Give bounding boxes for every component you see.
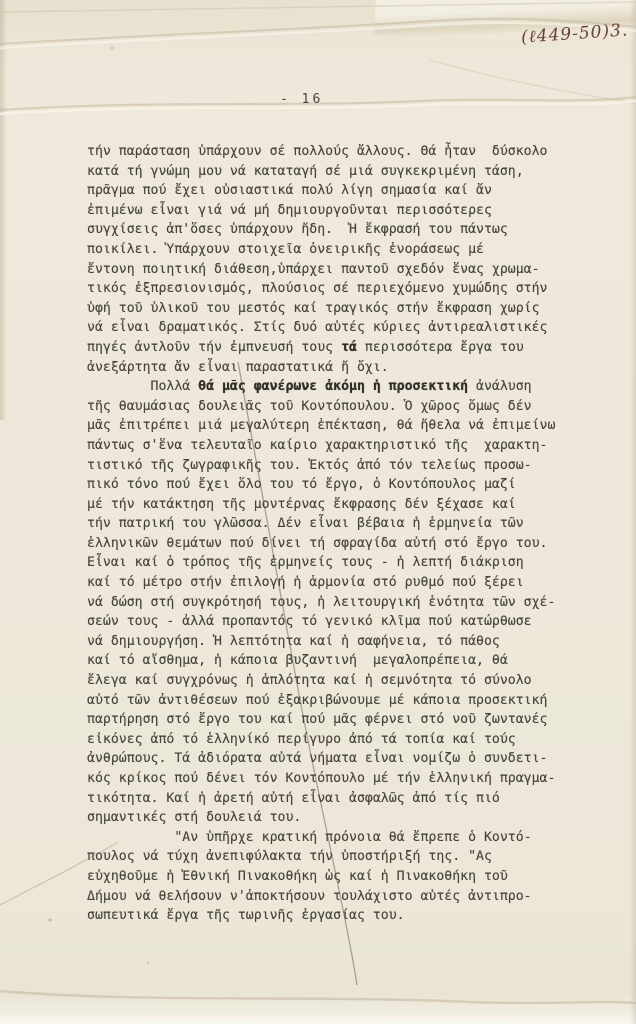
text-line: τήν παράσταση ὑπάρχουν σέ πολλούς ἄλλους. Θά ἦταν δύσκολο [87, 144, 548, 159]
text-line: σημαντικές στή δουλειά του. [87, 810, 302, 826]
text-line: καί τό αἴσθημα, ἡ κάποια βυζαντινή μεγαλοπρέπεια, θά [87, 653, 508, 669]
crease-diagonal-top-right [430, 60, 636, 103]
text-line: σεών τους - ἀλλά προπαντός τό γενικό κλῖμα πού κατώρθωσε [87, 614, 532, 630]
text-line: πηγές ἀντλοῦν τήν ἐμπνευσή τους τά περισσότερα ἔργα του [87, 339, 524, 355]
text-line: πάντως σ'ἕνα τελευταῖο καίριο χαρακτηριστικό τῆς χαρακτη- [87, 437, 548, 453]
text-line: αὐτό τῶν ἀντιθέσεων πού ἐξακριβώνουμε μέ κάποια προσεκτική [87, 692, 548, 708]
text-line: νά δώση στή συγκρότησή τους, ἡ λειτουργική ἑνότητα τῶν σχέ- [87, 594, 556, 610]
text-line: ποικίλει. Ὑπάρχουν στοιχεῖα ὀνειρικῆς ἐνοράσεως μέ [87, 241, 484, 257]
paper-speck [110, 46, 113, 49]
text-line: πουλος νά τύχη ἀνεπιφύλακτα τήν ὑποστήριξή της. "Ας [87, 849, 492, 865]
text-line: τῆς θαυμάσιας δουλειᾶς τοῦ Κοντόπουλου. Ὁ χῶρος ὅμως δέν [87, 398, 532, 414]
handwritten-annotation: (ℓ449-50)3. [520, 20, 629, 48]
text-line: τικός ἐξπρεσιονισμός, πλούσιος σέ περιεχόμενο χυμώδης στήν [87, 281, 548, 297]
text-line: νά δημιουργήση. Ἡ λεπτότητα καί ἡ σαφήνεια, τό πάθος [87, 633, 500, 649]
text-line: σωπευτικά ἔργα τῆς τωρινῆς ἐργασίας του. [87, 908, 405, 924]
text-line: Εἶναι καί ὁ τρόπος τῆς ἑρμηνείς τους - ἡ λεπτή διάκριση [87, 555, 524, 571]
typewritten-text-block [87, 142, 579, 926]
text-line: ὑφή τοῦ ὑλικοῦ του μεστός καί τραγικός στήν ἔκφραση χωρίς [87, 300, 540, 316]
text-line: τιστικό τῆς ζωγραφικῆς του. Ἐκτός ἀπό τόν τελείως προσω- [87, 457, 532, 473]
crease-bottom [0, 991, 636, 1003]
text-line: Πολλά θά μᾶς φανέρωνε ἀκόμη ἡ προσεκτική ἀνάλυση [87, 379, 532, 395]
text-line: ἐπιμένω εἶναι γιά νά μή δημιουργοῦνται περισσότερες [87, 202, 492, 218]
text-line: εἰκόνες ἀπό τό ἑλληνίκό περίγυρο ἀπό τά τοπία καί τούς [87, 731, 516, 747]
text-line: κός κρίκος πού δένει τόν Κοντόπουλο μέ τήν ἑλληνική πραγμα- [87, 771, 556, 786]
paper-speck [147, 962, 149, 964]
text-line: μᾶς ἐπιτρέπει μιά μεγαλύτερη ἐπέκταση, θά ἤθελα νά ἐπιμείνω [87, 418, 556, 434]
paper-edge-left [0, 0, 7, 420]
text-line: συγχίσεις ἀπ'ὅσες ὑπάρχουν ἤδη. Ἡ ἔκφρασή του πάντως [87, 222, 508, 238]
text-line: ἔλεγα καί συγχρόνως ἡ ἁπλότητα καί ἡ σεμνότητα τό σύνολο [87, 673, 532, 689]
text-line: εὐχηθοῦμε ἡ Ἐθνική Πινακοθήκη ὡς καί ἡ Πινακοθήκη τοῦ [87, 868, 508, 884]
text-line: καί τό μέτρο στήν ἐπιλογή ἡ ἁρμονία στό ρυθμό πού ξέρει [87, 575, 524, 591]
text-line: νά εἶναι δραματικός. Στίς δυό αὐτές κύριες ἀντιρεαλιστικές [87, 320, 548, 336]
text-line: μέ τήν κατάκτηση τῆς μοντέρνας ἔκφρασης δέν ξέχασε καί [87, 496, 516, 512]
text-line: Δήμου νά θελήσουν ν'ἀποκτήσουν τουλάχιστο αὐτές ἀντιπρο- [87, 888, 532, 904]
text-line: "Αν ὑπῆρχε κρατική πρόνοια θά ἔπρεπε ὁ Κοντό- [87, 829, 532, 845]
text-line: ἀνθρώπους. Τά ἀδιόρατα αὐτά νήματα εἶναι νομίζω ὁ συνδετι- [87, 751, 548, 767]
page-number: - 16 [280, 92, 324, 107]
text-line: πικό τόνο πού ἔχει ὅλο του τό ἔργο, ὁ Κοντόπουλος μαζί [87, 477, 516, 493]
text-line: κατά τή γνώμη μου νά καταταγή σέ μιά συγκεκριμένη τάση, [87, 163, 524, 179]
text-line: ἀνεξάρτητα ἄν εἶναι παραστατικά ἤ ὄχι. [87, 359, 389, 375]
text-line: τήν πατρική του γλῶσσα. Δέν εἶναι βέβαια ἡ ἑρμηνεία τῶν [87, 516, 524, 532]
text-line: ἑλληνικῶν θεμάτων πού δίνει τή σφραγίδα αὐτή στό ἔργο του. [87, 535, 548, 551]
text-line: πρᾶγμα πού ἔχει οὐσιαστικά πολύ λίγη σημασία καί ἄν [87, 183, 492, 199]
text-line: ἔντονη ποιητική διάθεση,ὑπάρχει παντοῦ σχεδόν ἕνας χρωμα- [87, 261, 540, 277]
text-line: τικότητα. Καί ἡ ἀρετή αὐτή εἶναι ἀσφαλῶς ἀπό τίς πιό [87, 790, 500, 806]
paper-speck [49, 919, 52, 922]
text-line: παρτήρηση στό ἔργο του καί πού μᾶς φέρνει στό νοῦ ζωντανές [87, 712, 548, 728]
paper-edge-right [630, 0, 636, 1024]
